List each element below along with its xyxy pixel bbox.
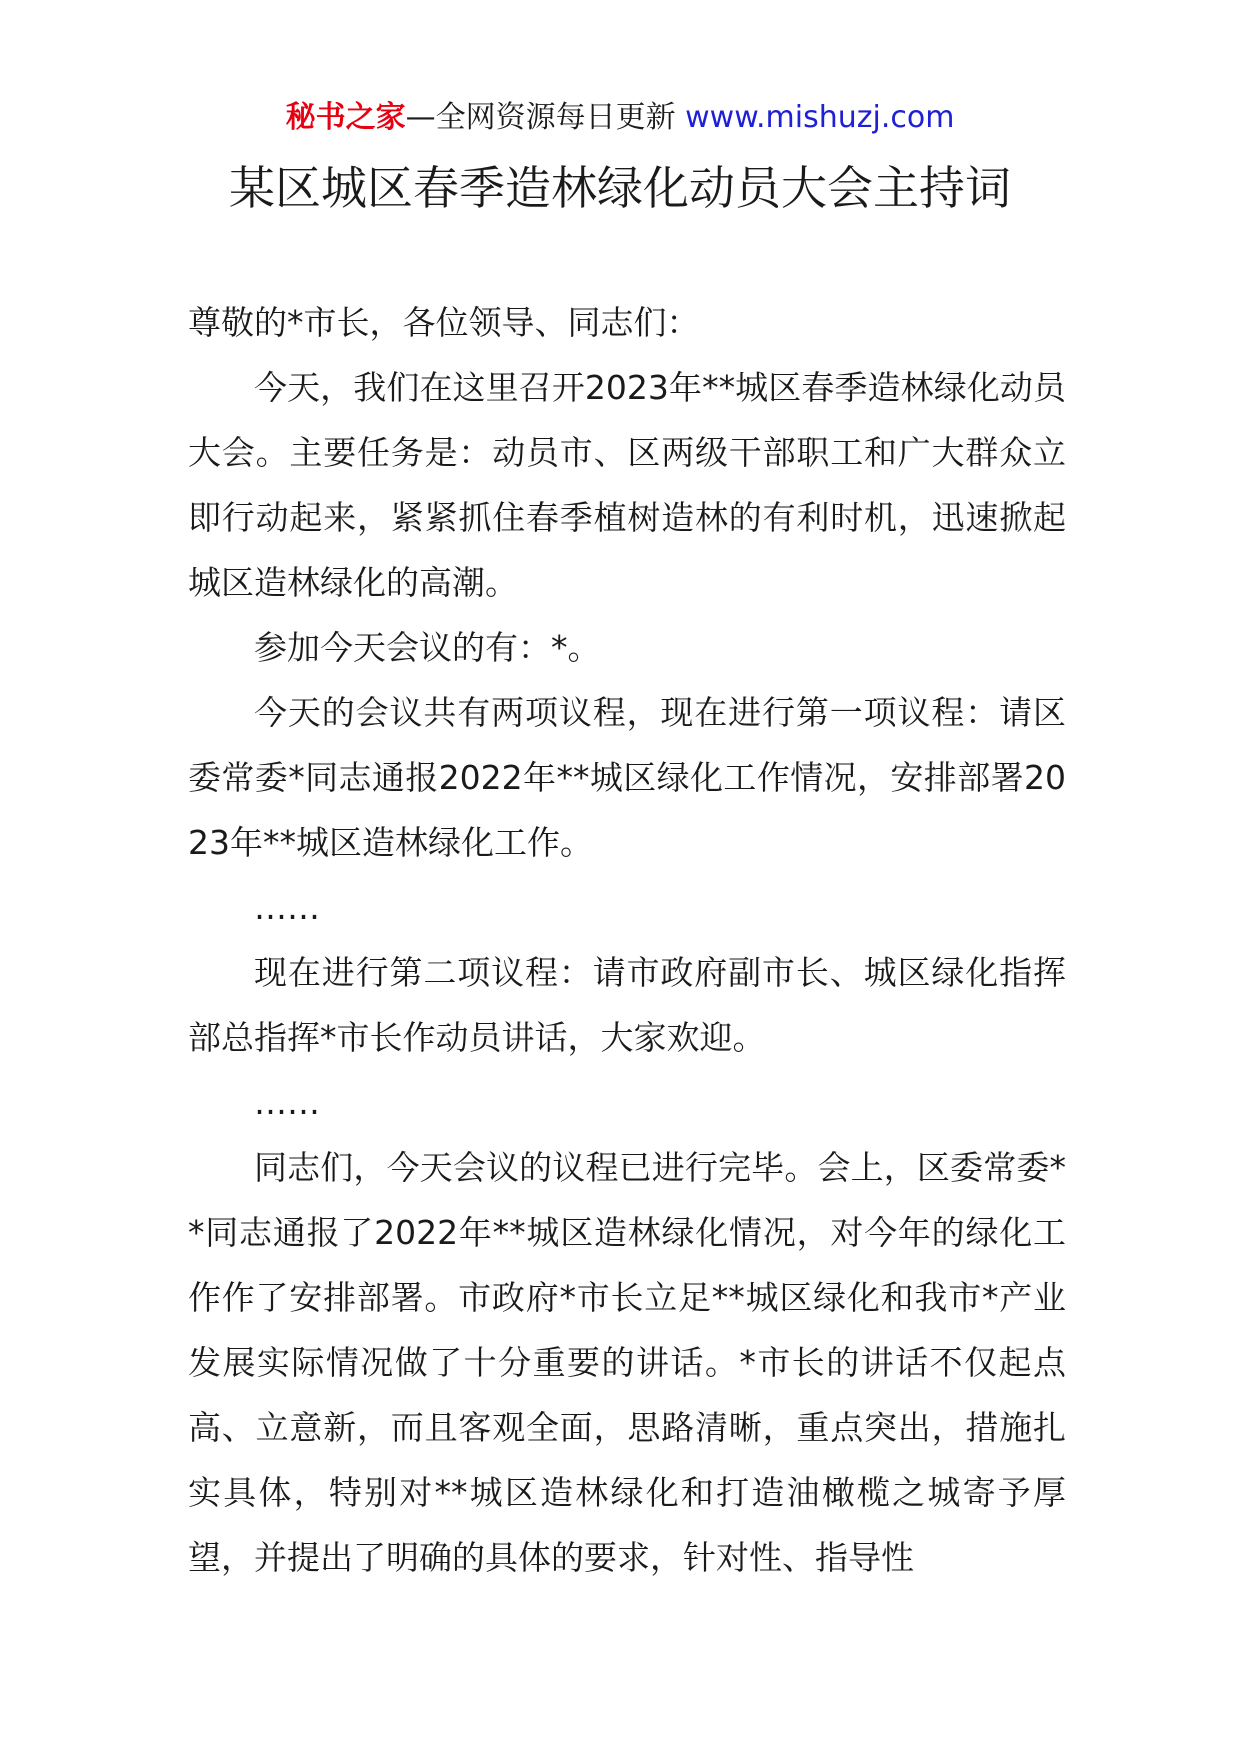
paragraph-summary: 同志们，今天会议的议程已进行完毕。会上，区委常委**同志通报了2022年**城区造林绿化情况，对今年的绿化工作作了安排部署。市政府*市长立足**城区绿化和我市*产业发展实际情况做了十分重要的讲话。*市长的讲话不仅起点高、立意新，而且客观全面，思路清晰，重点突出，措施扎实具体，特别对**城区造林绿化和打造油橄榄之城寄予厚望，并提出了明确的具体的要求，针对性、指导性 (188, 1148, 1066, 1577)
paragraph-agenda-one: 今天的会议共有两项议程，现在进行第一项议程：请区委常委*同志通报2022年**城区绿化工作情况，安排部署2023年**城区造林绿化工作。 (188, 693, 1066, 862)
ellipsis-paragraph: …… (254, 888, 320, 927)
site-slogan: —全网资源每日更新 (405, 100, 686, 135)
site-header (0, 98, 1240, 138)
paragraph-attendees: 参加今天会议的有：*。 (254, 628, 601, 667)
paragraph-agenda-two: 现在进行第二项议程：请市政府副市长、城区绿化指挥部总指挥*市长作动员讲话，大家欢迎。 (188, 953, 1066, 1057)
paragraph-opening: 今天，我们在这里召开2023年**城区春季造林绿化动员大会。主要任务是：动员市、区两级干部职工和广大群众立即行动起来，紧紧抓住春季植树造林的有利时机，迅速掀起城区造林绿化的高潮。 (188, 368, 1066, 602)
salutation: 尊敬的*市长，各位领导、同志们： (188, 303, 700, 342)
ellipsis-paragraph: …… (254, 1083, 320, 1122)
brand-name: 秘书之家 (285, 100, 406, 135)
document-title: 某区城区春季造林绿化动员大会主持词 (229, 161, 1011, 215)
site-url-link[interactable]: www.mishuzj.com (685, 100, 955, 135)
document-body (188, 290, 1066, 1590)
